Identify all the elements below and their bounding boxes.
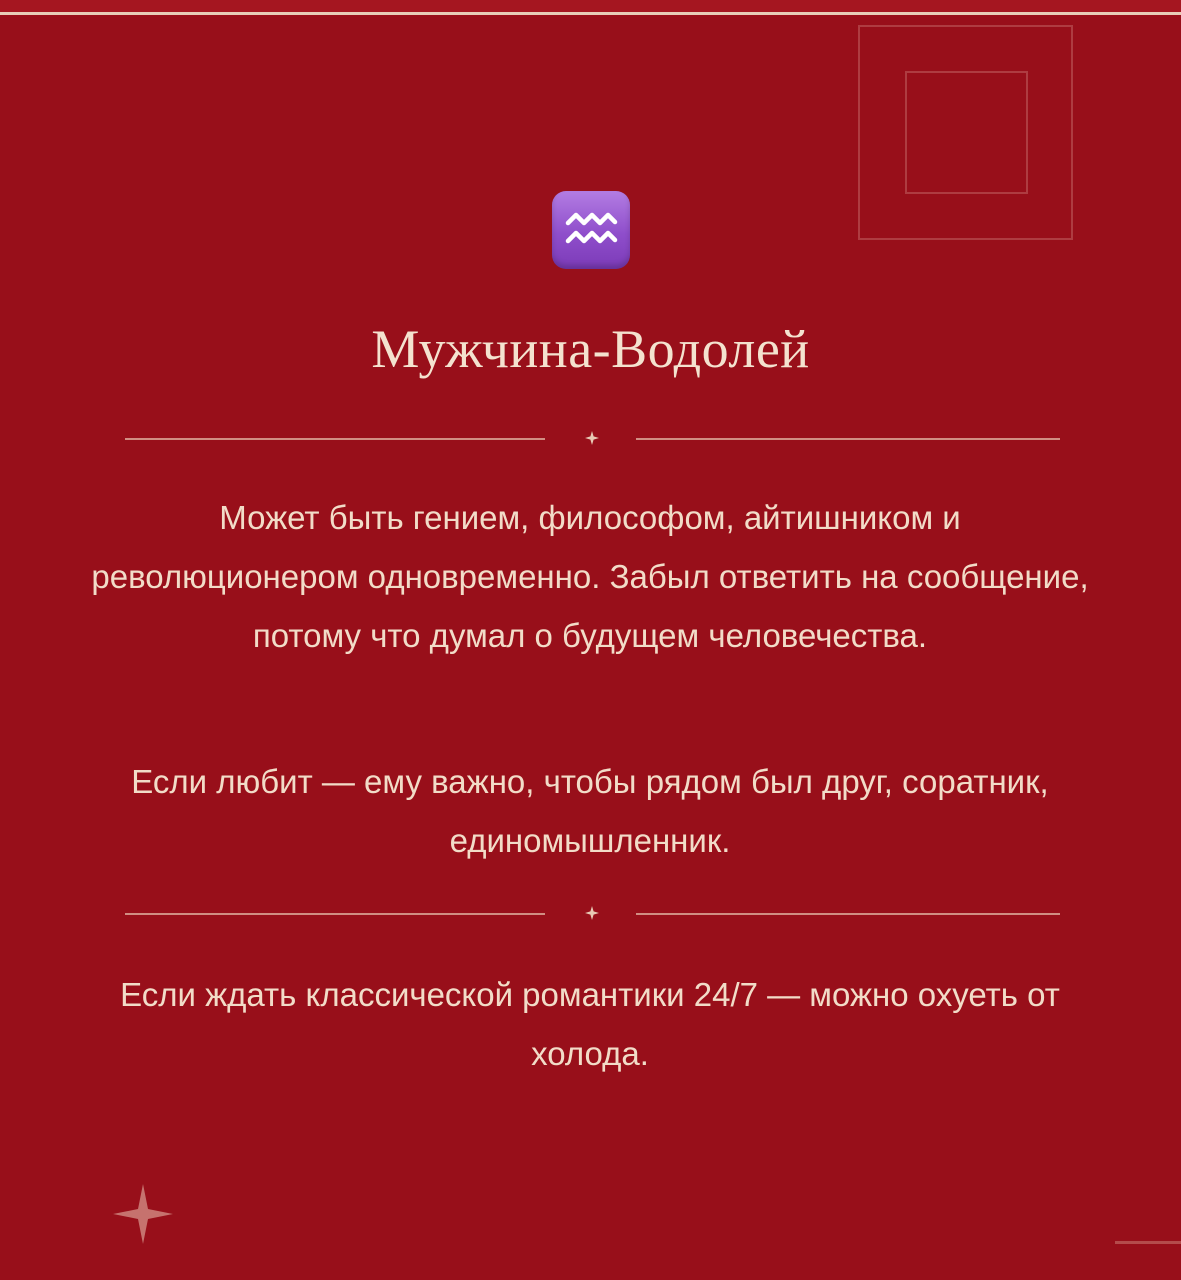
decorative-frame-inner [905,71,1028,194]
decorative-line [1115,1241,1181,1244]
divider-line-left [125,438,545,440]
divider-line-right [636,438,1060,440]
top-border [0,0,1181,15]
divider-line-left [125,913,545,915]
divider-line-right [636,913,1060,915]
love-paragraph: Если любит — ему важно, чтобы рядом был друг, соратник, единомышленник. [131,763,1049,859]
aquarius-icon [552,191,630,269]
description-paragraph: Может быть гением, философом, айтишником и революционером одновременно. Забыл ответить на сообщение, потому что думал о будущем человечества. [91,499,1089,654]
warning-paragraph: Если ждать классической романтики 24/7 — можно охуеть от холода. [120,976,1060,1072]
card-title: Мужчина-Водолей [371,319,810,379]
four-point-star-icon [585,431,599,445]
four-point-star-icon [113,1184,173,1244]
four-point-star-icon [585,906,599,920]
